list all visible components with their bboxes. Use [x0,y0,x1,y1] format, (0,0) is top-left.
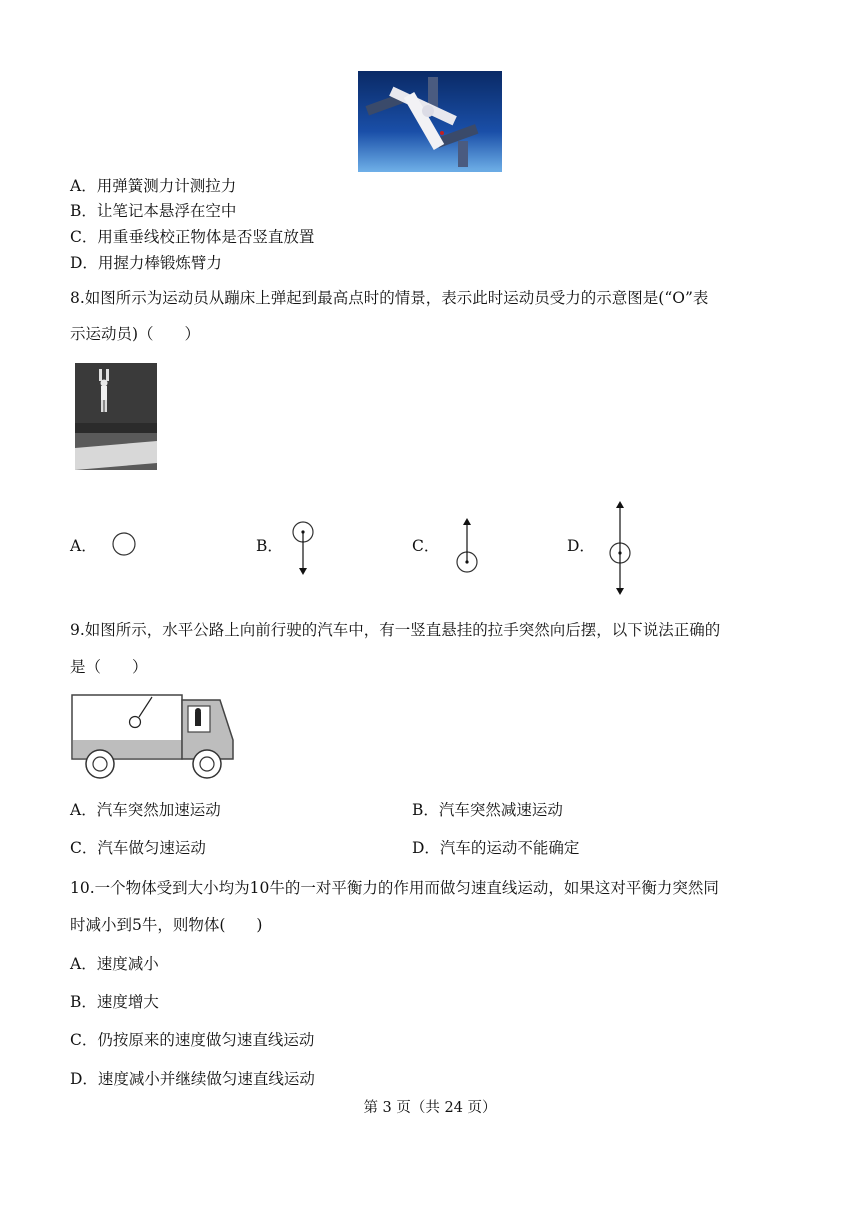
q9-option-c: C．汽车做匀速运动 [70,839,206,857]
q9-stem-line1: 9.如图所示，水平公路上向前行驶的汽车中，有一竖直悬挂的拉手突然向后摆，以下说法正确的 [70,621,721,639]
q7-option-c: C．用重垂线校正物体是否竖直放置 [70,228,315,246]
q9-option-b: B．汽车突然减速运动 [412,801,563,819]
q8-stem-line2: 示运动员)（ ） [70,325,201,343]
q8-option-c-label: C． [412,537,440,555]
trampoline-athlete-image [75,363,157,470]
q8-diagram-c [453,515,481,577]
q7-option-b: B．让笔记本悬浮在空中 [70,202,237,220]
q8-diagram-d [606,498,634,598]
q10-stem-line1: 10.一个物体受到大小均为10牛的一对平衡力的作用而做匀速直线运动，如果这对平衡力突然同 [70,879,719,897]
q8-stem-line1: 8.如图所示为运动员从蹦床上弹起到最高点时的情景，表示此时运动员受力的示意图是(“O”表 [70,289,709,307]
q10-option-c: C．仍按原来的速度做匀速直线运动 [70,1031,315,1049]
page-footer: 第 3 页（共 24 页） [363,1100,497,1116]
truck-diagram [70,692,238,782]
q9-stem-line2: 是（ ） [70,658,148,676]
q8-option-b-label: B． [256,537,283,555]
q8-option-a-label: A． [70,537,97,555]
q10-option-a: A．速度减小 [70,955,159,973]
q7-option-d: D．用握力棒锻炼臂力 [70,254,222,272]
q9-option-d: D．汽车的运动不能确定 [412,839,580,857]
q10-option-b: B．速度增大 [70,993,159,1011]
q7-option-a: A．用弹簧测力计测拉力 [70,177,237,195]
q8-option-d-label: D． [567,537,595,555]
q8-diagram-a [110,530,140,560]
q8-diagram-b [290,518,316,578]
space-station-image [358,71,502,172]
q10-option-d: D．速度减小并继续做匀速直线运动 [70,1070,315,1088]
q9-option-a: A．汽车突然加速运动 [70,801,221,819]
q10-stem-line2: 时减小到5牛，则物体( ) [70,916,263,934]
